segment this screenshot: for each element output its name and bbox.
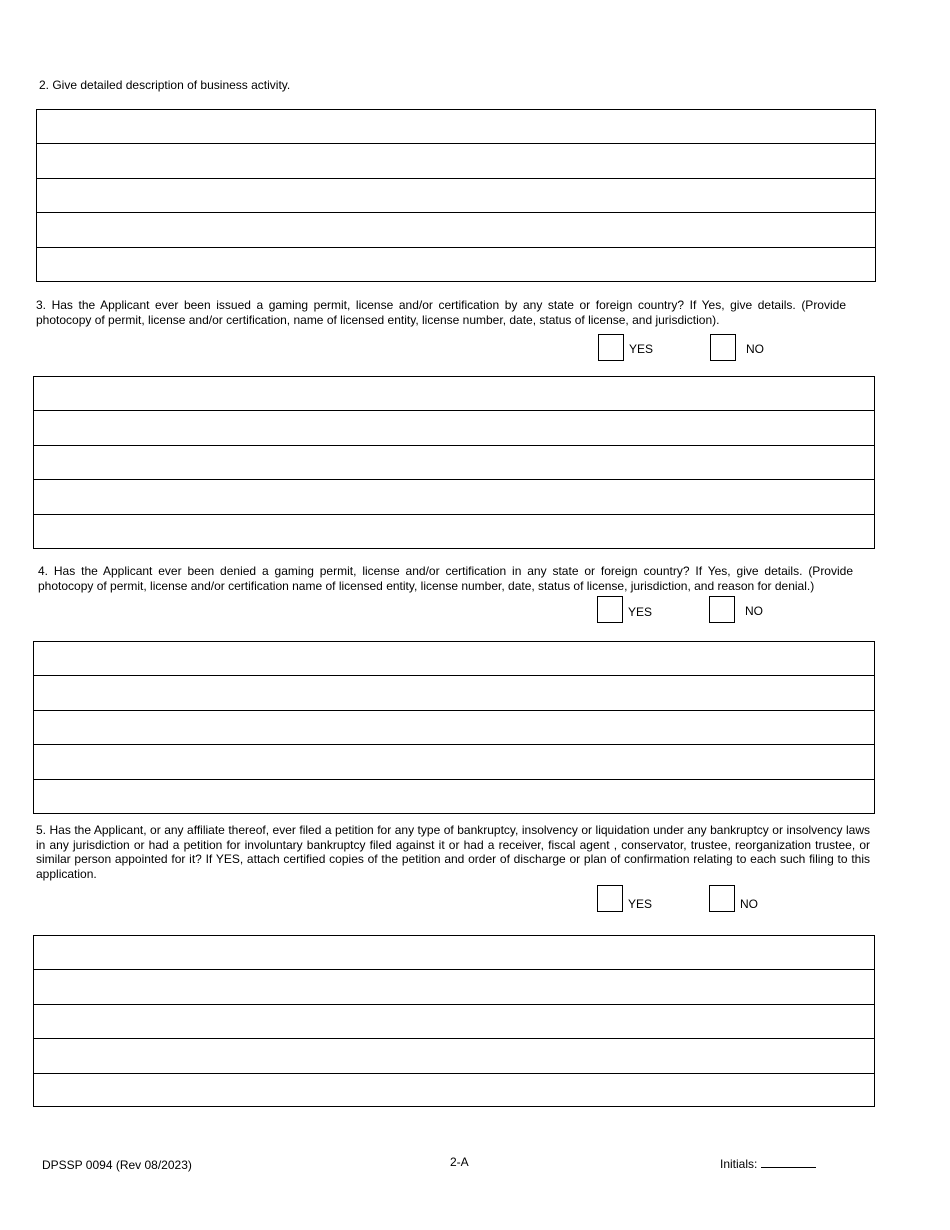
answer-row[interactable]: [37, 248, 875, 282]
q4-yes-label: YES: [628, 605, 653, 619]
question-2-text: 2. Give detailed description of business activity.: [39, 78, 291, 92]
answer-row[interactable]: [37, 213, 875, 247]
q4-yes-checkbox[interactable]: [597, 596, 623, 623]
answer-table-q4: [33, 641, 875, 814]
answer-row[interactable]: [34, 780, 874, 814]
answer-table-q5: [33, 935, 875, 1107]
answer-table-q2: [36, 109, 876, 282]
answer-table-q3: [33, 376, 875, 549]
answer-row[interactable]: [37, 110, 875, 144]
answer-row[interactable]: [37, 144, 875, 178]
answer-row[interactable]: [34, 446, 874, 480]
q3-yes-label: YES: [629, 342, 654, 356]
answer-row[interactable]: [34, 711, 874, 745]
answer-row[interactable]: [34, 642, 874, 676]
answer-row[interactable]: [34, 377, 874, 411]
q5-no-label: NO: [740, 897, 758, 911]
question-5-text: 5. Has the Applicant, or any affiliate thereof, ever filed a petition for any type of bankruptcy, insolvency or liquidation under any bankruptcy or insolvency laws in any jurisdiction or had a petition for involuntary bankruptcy filed against it or had a receiver, fiscal agent , conservator, trustee, reorganization trustee, or similar person appointed for it? If YES, attach certified copies of the petition and order of discharge or plan of confirmation relating to each such filing to this application.: [36, 823, 870, 881]
answer-row[interactable]: [34, 676, 874, 710]
question-3-text: 3. Has the Applicant ever been issued a gaming permit, license and/or certification by any state or foreign country? If Yes, give details. (Provide photocopy of permit, license and/or certification, name of licensed entity, license number, date, status of license, and jurisdiction).: [36, 298, 846, 327]
q4-no-label: NO: [745, 604, 763, 618]
answer-row[interactable]: [34, 970, 874, 1004]
answer-row[interactable]: [34, 936, 874, 970]
initials-line[interactable]: [761, 1156, 816, 1168]
q5-yes-label: YES: [628, 897, 653, 911]
answer-row[interactable]: [34, 515, 874, 549]
q5-yes-checkbox[interactable]: [597, 885, 623, 912]
answer-row[interactable]: [34, 745, 874, 779]
question-4-text: 4. Has the Applicant ever been denied a gaming permit, license and/or certification in any state or foreign country? If Yes, give details. (Provide photocopy of permit, license and/or certification name of licensed entity, license number, date, status of license, jurisdiction, and reason for denial.): [38, 564, 853, 593]
initials-field: [720, 1156, 816, 1171]
answer-row[interactable]: [34, 411, 874, 445]
answer-row[interactable]: [34, 1039, 874, 1073]
initials-label: Initials:: [720, 1157, 758, 1171]
q5-no-checkbox[interactable]: [709, 885, 735, 912]
answer-row[interactable]: [37, 179, 875, 213]
q3-yes-checkbox[interactable]: [598, 334, 624, 361]
q3-no-label: NO: [746, 342, 764, 356]
q4-no-checkbox[interactable]: [709, 596, 735, 623]
q3-no-checkbox[interactable]: [710, 334, 736, 361]
page-number: 2-A: [450, 1155, 469, 1169]
answer-row[interactable]: [34, 480, 874, 514]
answer-row[interactable]: [34, 1074, 874, 1108]
answer-row[interactable]: [34, 1005, 874, 1039]
form-id: DPSSP 0094 (Rev 08/2023): [42, 1158, 192, 1172]
